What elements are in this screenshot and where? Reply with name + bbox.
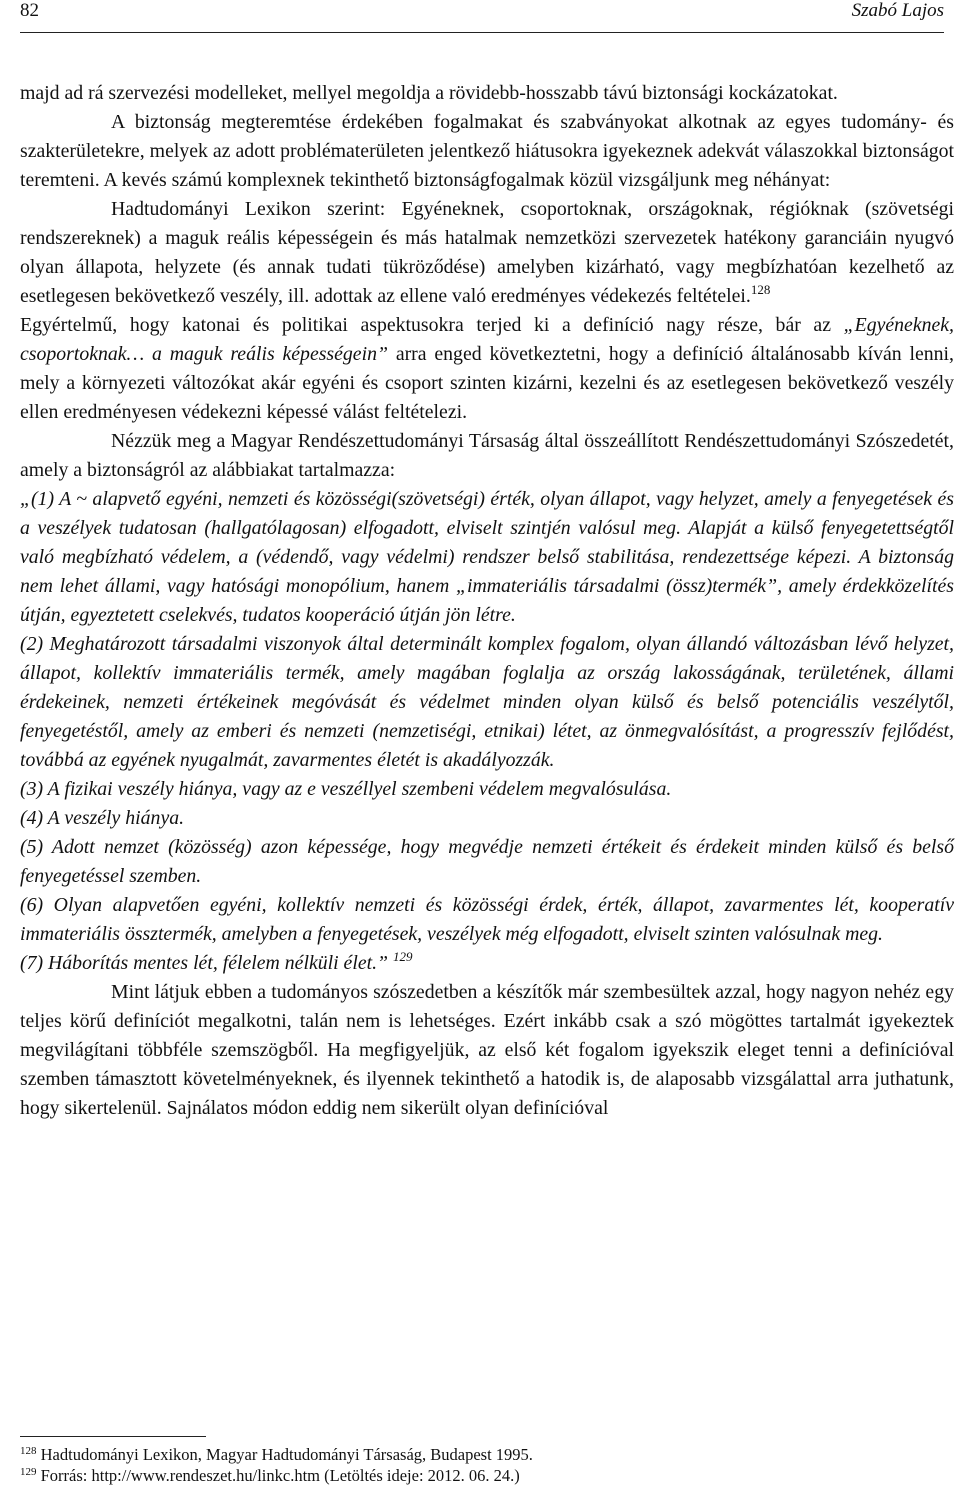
page-number: 82 <box>20 0 39 21</box>
footnote-text: Hadtudományi Lexikon, Magyar Hadtudományi Társaság, Budapest 1995. <box>40 1445 533 1464</box>
footnote-128 <box>20 1444 950 1465</box>
paragraph-2: A biztonság megteremtése érdekében fogalmakat és szabványokat alkotnak az egyes tudomány- és szakterületekre, melyek az adott problématerületen jelentkező hiátusokra igyekeznek adekvát válaszokkal biztonságot teremteni. A kevés számú komplexnek tekinthető biztonságfogalmak közül vizsgáljunk meg néhányat: <box>20 111 954 191</box>
definition-4: (4) A veszély hiánya. <box>20 807 185 829</box>
definition-3: (3) A fizikai veszély hiánya, vagy az e veszéllyel szembeni védelem megvalósulása. <box>20 778 672 800</box>
definition-5: (5) Adott nemzet (közösség) azon képessége, hogy megvédje nemzeti értékeit és érdekeit minden külső és belső fenyegetéssel szemben. <box>20 836 954 887</box>
paragraph-6: Mint látjuk ebben a tudományos szószedetben a készítők már szembesültek azzal, hogy nagyon nehéz egy teljes körű definíciót megalkotni, talán nem is lehetséges. Ezért inkább csak a szó mögöttes tartalmát igyekeztek megvilágítani többféle szemszögből. Ha megfigyeljük, az első két fogalom igyekszik eleget tenni a definícióval szemben támasztott követelményeknek, és ilyennek tekinthető a hatodik is, de alaposabb vizsgálattal arra juthatunk, hogy sikertelenül. Sajnálatos módon eddig nem sikerült olyan definícióval <box>20 981 954 1119</box>
page-body <box>20 79 954 1123</box>
definition-2: (2) Meghatározott társadalmi viszonyok által determinált komplex fogalom, olyan állandó változásban lévő helyzet, állapot, kollektív immateriális termék, amely magában foglalja az ország lakosságának, területének, állami érdekeinek, nemzeti értékeinek megóvását és védelmet minden olyan külső és belső potenciális veszélytől, fenyegetéstől, amely az emberi és nemzeti (nemzetiségi, etnikai) létet, az önmegvalósítást, a progresszív fejlődést, továbbá az egyének nyugalmát, zavarmentes életét is akadályozzák. <box>20 633 954 771</box>
paragraph-4-before: Egyértelmű, hogy katonai és politikai aspektusokra terjed ki a definíció nagy része, bár az <box>20 314 844 336</box>
footnote-number: 129 <box>20 1466 37 1478</box>
footnote-separator <box>20 1436 206 1437</box>
lexicon-definition <box>20 195 954 311</box>
definition-7-text: (7) Háborítás mentes lét, félelem nélküli élet.” <box>20 952 389 974</box>
running-author: Szabó Lajos <box>851 0 944 21</box>
paragraph-5: Nézzük meg a Magyar Rendészettudományi Társaság által összeállított Rendészettudományi Szószedetét, amely a biztonságról az alábbiakat tartalmazza: <box>20 430 954 481</box>
footnote-ref-129: 129 <box>393 949 413 964</box>
footnote-ref-128: 128 <box>750 282 771 297</box>
paragraph-4-quote: „Egyéneknek, csoportoknak… a maguk reális képességein” <box>20 314 954 365</box>
footnote-129 <box>20 1465 950 1486</box>
paragraph-1: majd ad rá szervezési modelleket, mellyel megoldja a rövidebb-hosszabb távú biztonsági kockázatokat. <box>20 82 838 104</box>
footnote-text: Forrás: http://www.rendeszet.hu/linkc.htm (Letöltés ideje: 2012. 06. 24.) <box>40 1466 520 1485</box>
footnotes <box>20 1444 950 1486</box>
definition-1: „(1) A ~ alapvető egyéni, nemzeti és közösségi(szövetségi) érték, olyan állapot, vagy helyzet, amely a fenyegetések és a veszélyek tudatosan (hallgatólagosan) elfogadott, elviselt szintjén valósul meg. Alapját a külső fenyegetettségtől való megbízható védelem, a (védendő, vagy védelmi) rendszer belső stabilitása, rendezettsége képezi. A biztonság nem lehet állami, vagy hatósági monopólium, hanem „immateriális társadalmi (össz)termék”, amely érdekközelítés útján, egyeztetett cselekvés, tudatos kooperáció útján jön létre. <box>20 488 954 626</box>
definition-7 <box>20 949 954 978</box>
footnote-number: 128 <box>20 1445 37 1457</box>
lexicon-definition-text: Hadtudományi Lexikon szerint: Egyéneknek, csoportoknak, országoknak, régióknak (szövetségi rendszereknek) a maguk reális képességein és más hatalmak nemzetközi szervezetek hatékony garanciáin nyugvó olyan állapota, helyzete (és annak tudati tükröződése) amelyben kizárható, vagy megbízhatóan kezelhető az esetlegesen bekövetkező veszély, ill. adottak az ellene való eredményes védekezés feltételei. <box>20 198 954 307</box>
paragraph-4-after: arra enged következtetni, hogy a definíció általánosabb kíván lenni, mely a környezeti változókat akár egyéni és csoport szinten kizárni, kezelni és az esetlegesen bekövetkező veszély ellen eredményesen védekezni képessé válást feltételezi. <box>20 343 954 423</box>
definition-6: (6) Olyan alapvetően egyéni, kollektív nemzeti és közösségi érdek, érték, állapot, zavarmentes lét, kooperatív immateriális össztermék, amelyben a fenyegetések, veszélyek még elfogadott, elviselt szinten valósulnak meg. <box>20 894 954 945</box>
page-header <box>20 0 944 33</box>
paragraph-4 <box>20 311 954 427</box>
